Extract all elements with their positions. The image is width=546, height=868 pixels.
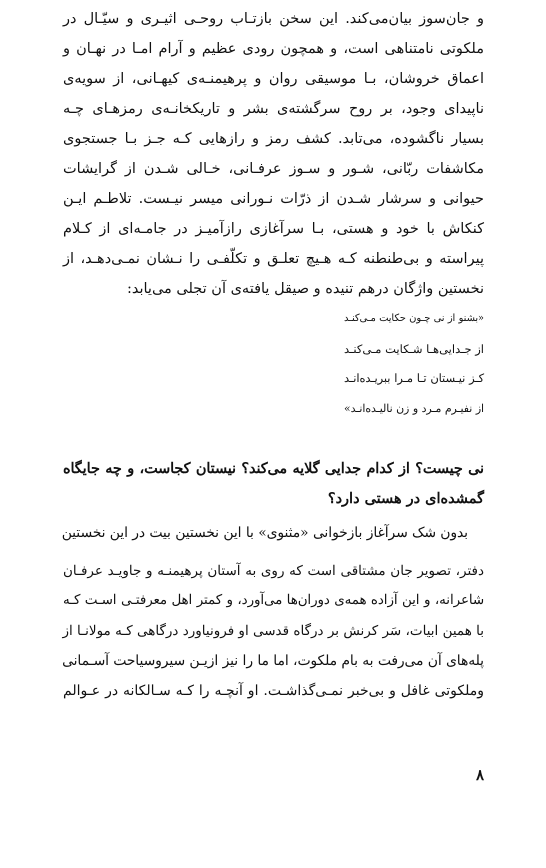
text-line: وملکوتی غافل و بی‌خبر نمـی‌گذاشـت. او آنچـه را کـه سـالکانه در عـوالم [63, 683, 484, 699]
question-line: نی چیست؟ از کدام جدایی گلایه می‌کند؟ نیستان کجاست، و چه جایگاه [63, 461, 484, 477]
text-line: اعماق خروشان، بـا موسیقی روان و پرهیمنـه‌ی کیهـانی، از سویه‌ی [63, 71, 484, 87]
text-line: بدون شک سرآغاز بازخوانی «مثنوی» با این نخستین بیت در این نخستین [61, 525, 468, 541]
verse-line: از نفیـرم مـرد و زن نالیـده‌انـد» [344, 402, 484, 415]
text-line: ناپیدای وجود، بر روح سرگشته‌ی بشر و تاریکخانـه‌ی رمزهـای چـه [63, 101, 484, 117]
text-line: بسیار ناگشوده، می‌تابد. کشف رمز و رازهایی کـه جـز بـا جستجوی [63, 131, 484, 147]
text-line: کنکاش با خود و هستی، بـا سرآغازی رازآمیـز در جامـه‌ای از کـلام [63, 221, 484, 237]
text-line: شاعرانه، و این آزاده همه‌ی دوران‌ها می‌آورد، و کمتر اهل معرفتـی اسـت کـه [63, 593, 484, 608]
text-line: ملکوتی نامتناهی است، و همچون رودی عظیم و آرام امـا در نهـان و [63, 41, 484, 57]
text-line: پیراسته و بی‌طنطنه کـه هـیچ تعلـق و تکلّفـی را نـشان نمـی‌دهـد، از [63, 251, 484, 267]
text-line: دفتر، تصویر جان مشتاقی است که روی به آستان پرهیمنـه و جاویـد عرفـان [63, 563, 484, 579]
question-line: گمشده‌ای در هستی دارد؟ [327, 490, 484, 507]
text-line: و جان‌سوز بیان‌می‌کند. این سخن بازتـاب روحـی اثیـری و سیّـال در [63, 11, 484, 27]
verse-line: «بشنو از نی چـون حکایت مـی‌کنـد [344, 313, 484, 324]
verse-line: از جـدایی‌هـا شـکایت مـی‌کنـد [344, 342, 484, 356]
text-line: نخستین واژگان درهم تنیده و صیقل یافته‌ی آن تجلی می‌یابد: [126, 281, 484, 297]
page-number: ۸ [475, 766, 484, 784]
text-line: حیوانی و سرشار شـدن از ذرّات نـورانی میسر نیـست. تلاطـم ایـن [63, 191, 484, 207]
text-line: پله‌های آن می‌رفت به بام ملکوت، اما ما را نیز ازیـن سیروسیاحت آسـمانی [62, 653, 484, 669]
verse-line: کـز نیـستان تـا مـرا ببریـده‌انـد [344, 372, 484, 385]
text-line: با همین ابیات، سَر کرنش بر درگاه قدسی او فرونیاورد درگاهی کـه مولانـا از [62, 623, 484, 639]
text-line: مکاشفات ربّانی، شـور و سـوز عرفـانی، خـالی شـدن از گرایشات [63, 161, 484, 177]
